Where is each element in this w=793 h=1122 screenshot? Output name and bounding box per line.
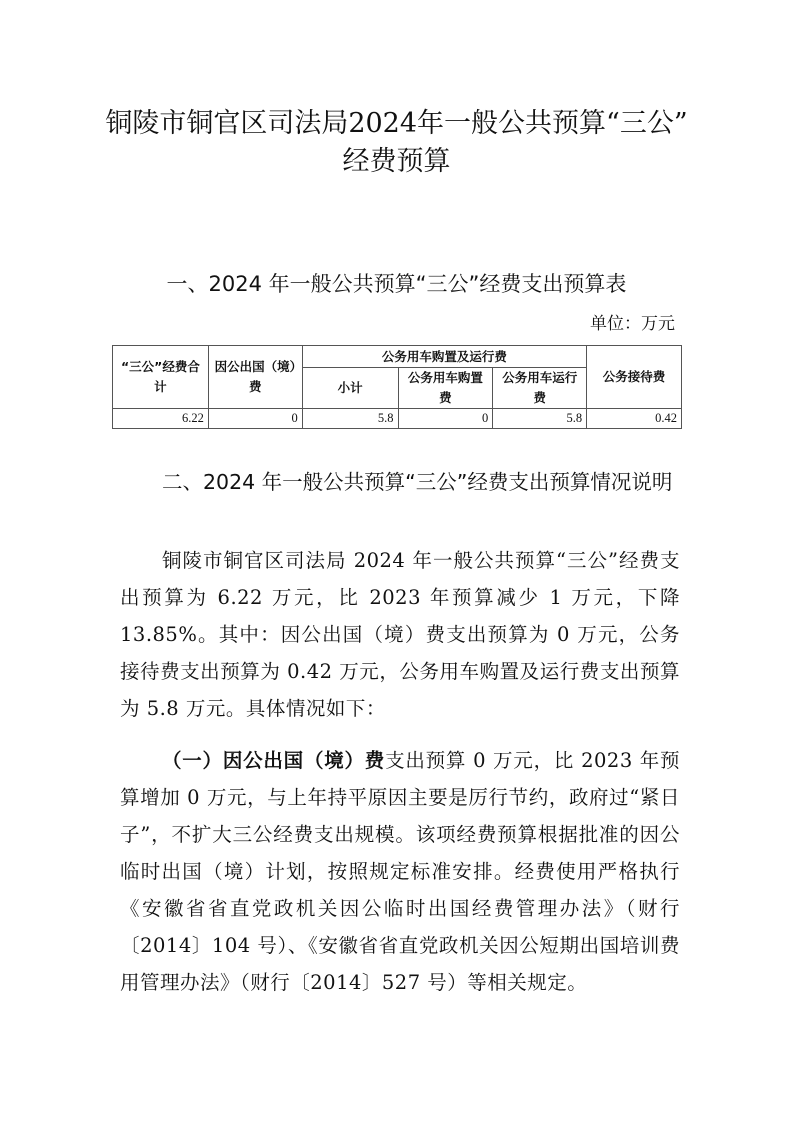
table-header-row-1 [113, 346, 682, 368]
document-title-line1: 铜陵市铜官区司法局2024年一般公共预算“三公” [105, 108, 688, 139]
header-vehicle-purchase: 公务用车购置费 [398, 368, 493, 409]
paragraph-abroad-lead: （一）因公出国（境）费 [162, 749, 386, 772]
section2-heading: 二、2024 年一般公共预算“三公”经费支出预算情况说明 [162, 470, 673, 494]
cell-reception: 0.42 [587, 409, 682, 429]
header-vehicle-operation: 公务用车运行费 [493, 368, 587, 409]
unit-label: 单位：万元 [590, 314, 675, 334]
header-abroad: 因公出国（境）费 [208, 346, 302, 409]
cell-vehicle-purchase: 0 [398, 409, 493, 429]
budget-table [112, 345, 682, 429]
paragraph-abroad-expenses [120, 742, 680, 1001]
cell-total: 6.22 [113, 409, 209, 429]
paragraph-summary: 铜陵市铜官区司法局 2024 年一般公共预算“三公”经费支出预算为 6.22 万元，比 2023 年预算减少 1 万元，下降 13.85%。其中：因公出国（境）费支出预算为 0 万元，公务接待费支出预算为 0.42 万元，公务用车购置及运行费支出预算为 5.8 万元。具体情况如下： [120, 549, 680, 720]
cell-abroad: 0 [208, 409, 302, 429]
paragraph-abroad-body: 支出预算 0 万元，比 2023 年预算增加 0 万元，与上年持平原因主要是厉行节约，政府过“紧日子”，不扩大三公经费支出规模。该项经费预算根据批准的因公临时出国（境）计划，按照规定标准安排。经费使用严格执行《安徽省省直党政机关因公临时出国经费管理办法》（财行〔2014〕104 号）、《安徽省省直党政机关因公短期出国培训费用管理办法》（财行〔2014〕527 号）等相关规定。 [120, 749, 680, 994]
header-vehicle-group: 公务用车购置及运行费 [302, 346, 586, 368]
table-row [113, 409, 682, 429]
header-total: “三公”经费合计 [113, 346, 209, 409]
header-reception: 公务接待费 [587, 346, 682, 409]
cell-vehicle-operation: 5.8 [493, 409, 587, 429]
cell-subtotal: 5.8 [302, 409, 398, 429]
header-subtotal: 小计 [302, 368, 398, 409]
document-title-line2: 经费预算 [342, 146, 451, 177]
section1-heading: 一、2024 年一般公共预算“三公”经费支出预算表 [166, 272, 627, 296]
